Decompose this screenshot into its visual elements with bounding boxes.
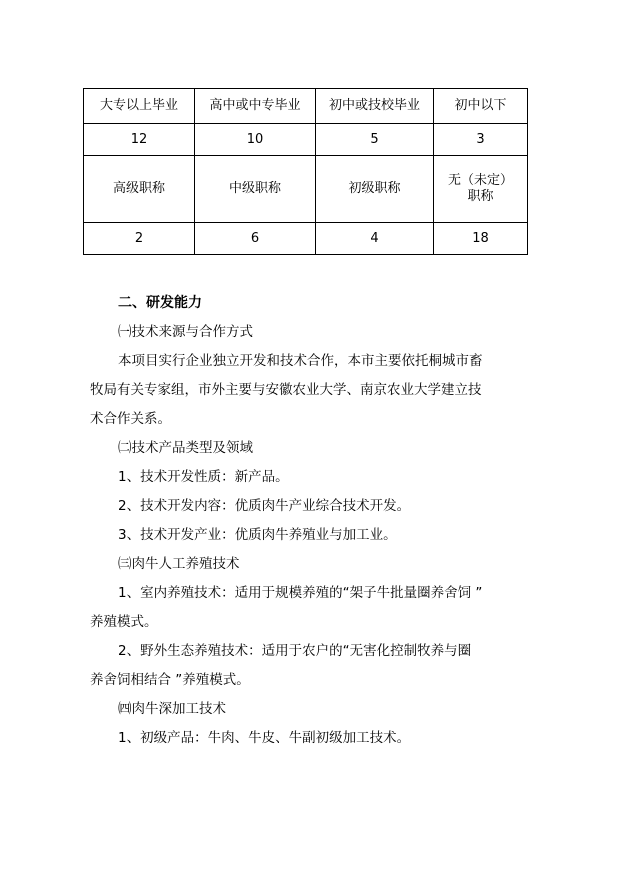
table-cell: 6: [195, 223, 316, 255]
subsection-heading: ㈡技术产品类型及领域: [118, 440, 253, 456]
table-cell: 3: [434, 124, 528, 156]
list-item: 1、初级产品：牛肉、牛皮、牛副初级加工技术。: [118, 730, 411, 746]
table-cell: 高中或中专毕业: [195, 89, 316, 124]
paragraph-line: 术合作关系。: [90, 411, 171, 427]
list-item: 2、技术开发内容：优质肉牛产业综合技术开发。: [118, 498, 411, 514]
list-item: 2、野外生态养殖技术：适用于农户的“无害化控制牧养与圈: [118, 643, 472, 659]
subsection-heading: ㈣肉牛深加工技术: [118, 701, 226, 717]
table-cell: 2: [84, 223, 195, 255]
table-row-education-headers: [84, 89, 528, 124]
table-cell: 高级职称: [84, 156, 195, 223]
staff-statistics-table: [83, 88, 528, 255]
paragraph-line: 本项目实行企业独立开发和技术合作，本市主要依托桐城市畜: [118, 353, 483, 369]
table-cell: [434, 156, 528, 223]
table-row-title-counts: [84, 223, 528, 255]
table-cell: 初中或技校毕业: [316, 89, 434, 124]
table-cell: 18: [434, 223, 528, 255]
table-cell: 中级职称: [195, 156, 316, 223]
list-item: 1、技术开发性质：新产品。: [118, 469, 289, 485]
table-row-education-counts: [84, 124, 528, 156]
section-heading: 二、研发能力: [118, 295, 202, 311]
cell-line: 职称: [467, 189, 494, 204]
table-cell: 大专以上毕业: [84, 89, 195, 124]
paragraph-line: 牧局有关专家组，市外主要与安徽农业大学、南京农业大学建立技: [90, 382, 482, 398]
list-item-continuation: 养舍饲相结合 ”养殖模式。: [90, 672, 250, 688]
list-item: 3、技术开发产业：优质肉牛养殖业与加工业。: [118, 527, 397, 543]
list-item: 1、室内养殖技术：适用于规模养殖的“架子牛批量圈养舍饲 ”: [118, 585, 483, 601]
body-text: [90, 289, 530, 753]
table-cell: 10: [195, 124, 316, 156]
table-cell: 初中以下: [434, 89, 528, 124]
subsection-heading: ㈢肉牛人工养殖技术: [118, 556, 240, 572]
table-row-title-headers: [84, 156, 528, 223]
table-cell: 4: [316, 223, 434, 255]
table-cell: 12: [84, 124, 195, 156]
list-item-continuation: 养殖模式。: [90, 614, 158, 630]
subsection-heading: ㈠技术来源与合作方式: [118, 324, 253, 340]
table-cell: 5: [316, 124, 434, 156]
table-cell: 初级职称: [316, 156, 434, 223]
cell-line: 无（未定）: [447, 173, 513, 188]
